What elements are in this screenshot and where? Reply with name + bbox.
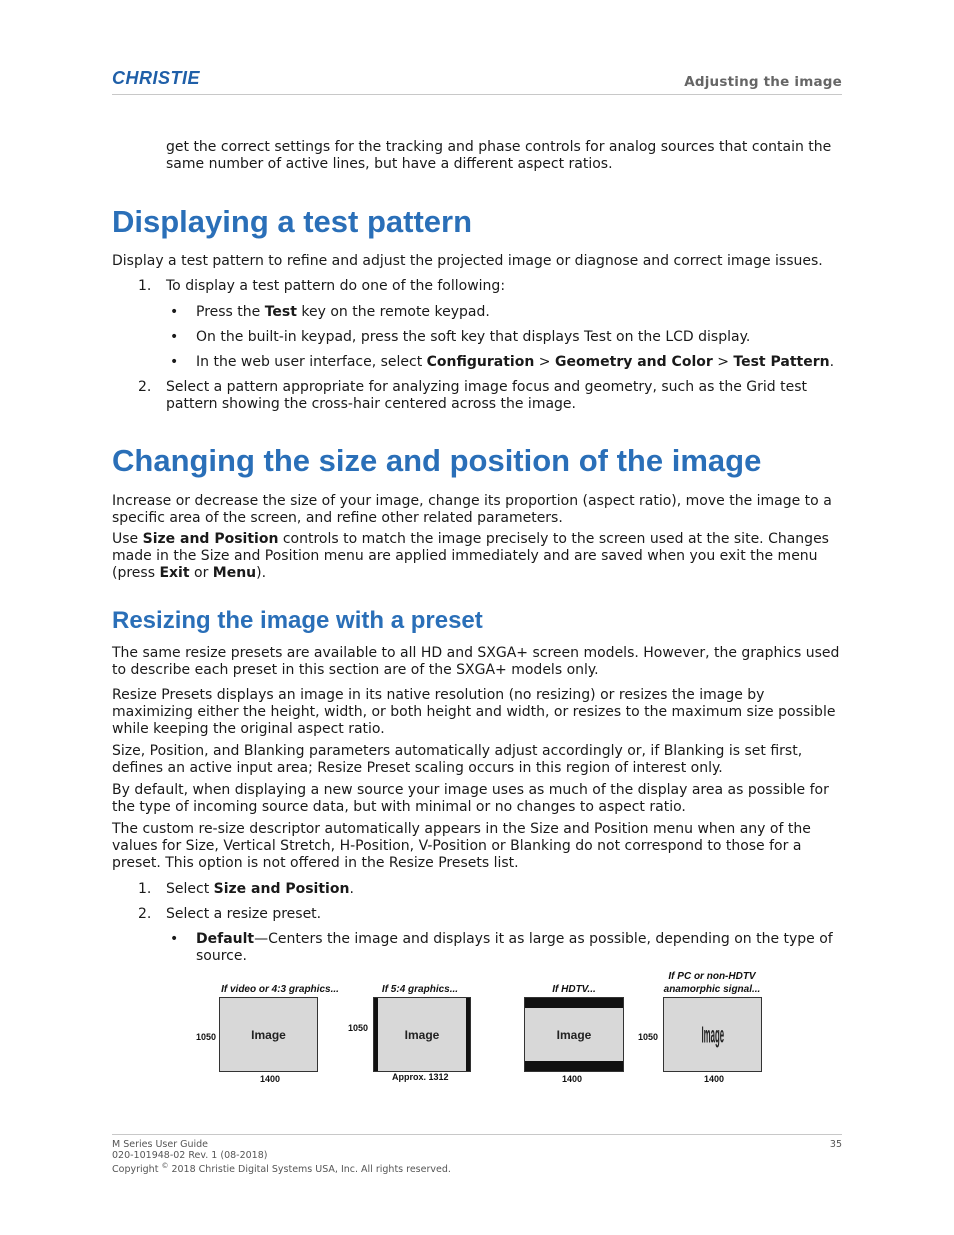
height-label: 1050 — [348, 1023, 369, 1033]
image-area: Image — [378, 998, 466, 1071]
para-text: Use — [112, 531, 143, 547]
step-number: 2. — [138, 906, 152, 922]
size-position-para-2 — [112, 531, 842, 582]
logo-text: CHRISTIE — [112, 68, 201, 88]
bold-default: Default — [196, 931, 255, 947]
resize-para-4: By default, when displaying a new source your image uses as much of the display area as possible for the type of incoming source data, but with minimal or no changes to aspect ratio. — [112, 782, 829, 815]
screen-frame — [663, 997, 762, 1072]
bullet-remote-test — [196, 304, 842, 321]
bold-test: Test — [264, 304, 297, 320]
image-area-anamorphic — [664, 998, 761, 1071]
christie-logo — [112, 68, 222, 88]
test-pattern-step-1: To display a test pattern do one of the following: — [166, 278, 506, 294]
separator: > — [712, 354, 734, 370]
bullet-dot: • — [170, 354, 179, 370]
resize-para-2: Resize Presets displays an image in its native resolution (no resizing) or resizes the image by maximizing either the height, width, or both height and width, or resizes to the maximum size possible while keeping the original aspect ratio. — [112, 687, 836, 737]
test-pattern-step-2: Select a pattern appropriate for analyzing image focus and geometry, such as the Grid test pattern showing the cross-hair centered across the image. — [166, 379, 807, 412]
para-text: ). — [256, 565, 267, 581]
bullet-text: In the web user interface, select — [196, 354, 427, 370]
resize-para-1: The same resize presets are available to all HD and SXGA+ screen models. However, the graphics used to describe each preset in this section are of the SXGA+ models only. — [112, 645, 840, 678]
bullet-text: key on the remote keypad. — [296, 304, 490, 320]
resize-para-5: The custom re-size descriptor automatically appears in the Size and Position menu when any of the values for Size, Vertical Stretch, H-Position, V-Position or Blanking do not correspond to those for a preset. This option is not offered in the Resize Presets list. — [112, 821, 811, 871]
step-text: Select — [166, 881, 214, 897]
bullet-text: Press the — [196, 304, 265, 320]
para-text: or — [189, 565, 213, 581]
footer-divider — [112, 1134, 842, 1135]
bold-exit: Exit — [159, 565, 190, 581]
bullet-dot: • — [170, 931, 179, 947]
heading-displaying-test-pattern: Displaying a test pattern — [112, 204, 473, 239]
image-area: Image — [525, 1008, 623, 1061]
page-number: 35 — [829, 1139, 842, 1150]
header-section-title: Adjusting the image — [684, 74, 842, 90]
bullet-dot: • — [170, 304, 179, 320]
test-pattern-intro: Display a test pattern to refine and adjust the projected image or diagnose and correct image issues. — [112, 253, 823, 269]
screen-frame — [373, 997, 471, 1072]
para-text: controls to match the image precisely to the screen used at the site. Changes made in the Size and Position menu are applied immediately and are saved when you exit the menu (press — [112, 531, 829, 581]
copyright-text: Copyright — [112, 1164, 162, 1176]
width-label: 1400 — [562, 1074, 583, 1084]
bullet-text: —Centers the image and displays it as large as possible, depending on the type of source. — [196, 931, 833, 964]
resize-step-2: Select a resize preset. — [166, 906, 322, 922]
bullet-keypad-soft-key: On the built-in keypad, press the soft key that displays Test on the LCD display. — [196, 329, 751, 345]
copyright-symbol: © — [161, 1162, 169, 1170]
step-number: 1. — [138, 278, 152, 294]
figure-caption: If HDTV... — [552, 984, 596, 995]
width-label: 1400 — [704, 1074, 725, 1084]
step-number: 1. — [138, 881, 152, 897]
height-label: 1050 — [196, 1032, 217, 1042]
bullet-web-ui — [196, 354, 842, 371]
heading-resizing-preset: Resizing the image with a preset — [112, 607, 483, 634]
resize-preset-figure — [180, 965, 820, 1090]
step-text: . — [349, 881, 354, 897]
intro-continuation: get the correct settings for the tracking and phase controls for analog sources that contain the same number of active lines, but have a different aspect ratios. — [166, 139, 832, 172]
bold-test-pattern: Test Pattern — [733, 354, 830, 370]
footer-guide-title: M Series User Guide — [112, 1139, 209, 1150]
size-position-para-1: Increase or decrease the size of your image, change its proportion (aspect ratio), move the image to a specific area of the screen, and refine other related parameters. — [112, 493, 832, 526]
screen-frame — [524, 997, 624, 1072]
footer-doc-number: 020-101948-02 Rev. 1 (08-2018) — [112, 1150, 268, 1161]
bold-configuration: Configuration — [426, 354, 535, 370]
heading-changing-size-position: Changing the size and position of the image — [112, 443, 762, 478]
bold-size-position: Size and Position — [213, 881, 350, 897]
bold-menu: Menu — [212, 565, 257, 581]
figure-caption: If 5:4 graphics... — [381, 984, 459, 995]
image-area: Image — [220, 998, 317, 1071]
width-label: Approx. 1312 — [392, 1072, 449, 1082]
bullet-default-preset — [196, 931, 842, 965]
bold-geometry-color: Geometry and Color — [554, 354, 713, 370]
height-label: 1050 — [638, 1032, 659, 1042]
footer-copyright — [112, 1161, 451, 1176]
resize-step-1 — [166, 881, 842, 898]
bullet-dot: • — [170, 329, 179, 345]
figure-caption-line-2: anamorphic signal... — [663, 984, 761, 995]
image-label-stretched: Image — [701, 1021, 724, 1048]
screen-frame — [219, 997, 318, 1072]
figure-caption: If video or 4:3 graphics... — [221, 984, 339, 995]
copyright-text: 2018 Christie Digital Systems USA, Inc. All rights reserved. — [168, 1164, 451, 1176]
figure-caption-line-1: If PC or non-HDTV — [668, 971, 756, 982]
step-number: 2. — [138, 379, 152, 395]
bold-size-position: Size and Position — [142, 531, 279, 547]
bullet-text: . — [829, 354, 835, 370]
width-label: 1400 — [260, 1074, 281, 1084]
header-divider — [112, 94, 842, 95]
resize-para-3: Size, Position, and Blanking parameters automatically adjust accordingly or, if Blanking is set first, defines an active input area; Resize Preset scaling occurs in this region of interest only. — [112, 743, 803, 776]
separator: > — [534, 354, 555, 370]
